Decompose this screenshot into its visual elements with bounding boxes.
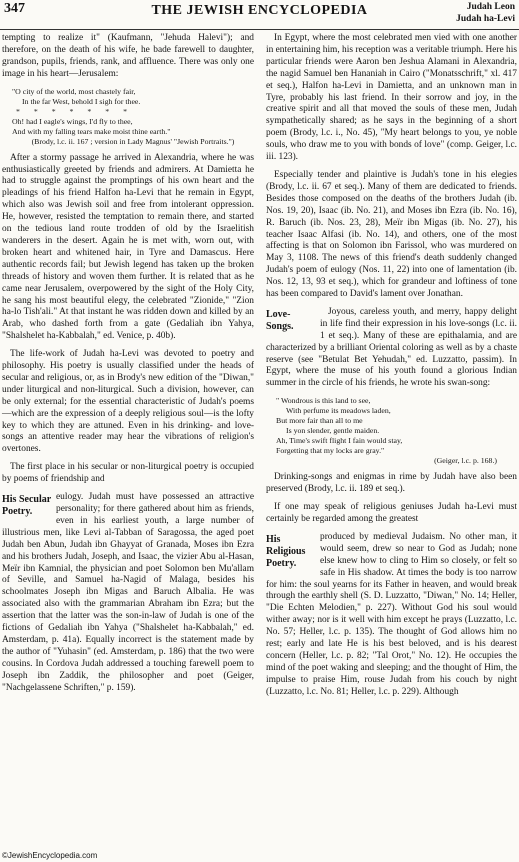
paragraph: Drinking-songs and enigmas in rime by Judah have also been preserved (Brody, l.c. ii. 189 et seq.). <box>266 472 517 495</box>
verse-ellipsis: * * * * * * * <box>16 106 133 116</box>
paragraph: The first place in his secular or non-liturgical poetry is occupied by poems of friendship and <box>2 462 254 485</box>
verse-line: "O city of the world, most chastely fair, <box>12 86 136 96</box>
verse-line: And with my falling tears make moist thine earth." <box>12 126 171 136</box>
verse-line: Is yon slender, gentle maiden. <box>286 426 380 436</box>
running-title: THE JEWISH ENCYCLOPEDIA <box>151 3 368 18</box>
verse-line: Ah, Time's swift flight I fain would stay, <box>276 436 403 446</box>
guide-words <box>456 1 515 25</box>
left-column <box>2 33 254 701</box>
paragraph: Especially tender and plaintive is Judah's tone in his elegies (Brody, l.c. ii. 67 et seq.). Many of them are dedicated to friends. Besides those composed on the deaths of the brothers Judah (ib. Nos. 19, 20), Isaac (ib. No. 21), and Moses ibn Ezra (ib. No. 16), R. Baruch (ib. Nos. 23, 28), Meïr ibn Migas (ib. No. 27), his teacher Isaac Alfasi (ib. No. 14), and others, one of the most affecting is that on Solomon ibn Farissol, who was murdered on May 3, 1108. The news of this friend's death suddenly changed Judah's poem of eulogy (Nos. 11, 22) into one of lamentation (ib. Nos. 12, 13, 93 et seq.), which for grandeur and loftiness of tone has been compared to David's lament over Jonathan. <box>266 169 517 300</box>
verse-line: " Wondrous is this land to see, <box>276 396 371 406</box>
paragraph: If one may speak of religious geniuses Judah ha-Levi must certainly be regarded among the greatest <box>266 502 517 524</box>
side-heading-love-songs: Love-Songs. <box>266 308 294 332</box>
paragraph-text: produced by medieval Judaism. No other man, it would seem, drew so near to God as Judah; none else knew how to cling to Him so closely, or felt so safe in His shadow. At times the body is too narrow for him: the soul yearns for its Father in heaven, and would break through the earthly shell (S. D. Luzzatto, "Diwan," No. 14; Heller, "Die Echten Melodien," p. 227). Without God his soul would wither away; nor is it well with him except he prays (Luzzatto, l.c. No. 57; Heller, l.c. p. 135). The thought of God allows him no rest; early and late He is his best beloved, and is his dearest concern (Heller, l.c. p. 82; "Tal Orot," No. 12). He occupies the mind of the poet waking and sleeping; and the thought of Him, the impulse to praise Him, rouse Judah from his couch by night (Luzzatto, l.c. No. 81; Heller, l.c. p. 229). Although <box>266 531 517 697</box>
verse-line: In the far West, behold I sigh for thee. <box>22 96 141 106</box>
paragraph: After a stormy passage he arrived in Alexandria, where he was enthusiastically greeted by friends and admirers. At Damietta he had to struggle against the promptings of his own heart and the pleadings of his friend Halfon ha-Levi that he remain in Egypt, which also was Jewish soil and free from intolerant oppression. He, however, resisted the temptation to remain there, and started on the tedious land route trodden of old by the Israelitish wanderers in the desert. Again he is met with, worn out, with broken heart and whitened hair, in Tyre and Damascus. Here authentic records fail; but Jewish legend has taken up the broken threads of history and woven them further. It is related that as he came near Jerusalem, overpowered by the sight of the Holy City, he sang his most beautiful elegy, the celebrated "Zionide," "Zion ha-lo Tish'ali." At that instant he was ridden down and killed by an Arab, who dashed forth from a gate (Gedaliah ibn Yahya, "Shalshelet ha-Kabbalah," ed. Venice, p. 40b). <box>2 152 254 342</box>
verse-quote <box>12 87 254 147</box>
paragraph: The life-work of Judah ha-Levi was devoted to poetry and philosophy. His poetry is usually classified under the heads of secular and religious, or, as in Brody's new edition of the "Diwan," under liturgical and non-liturgical. Such a division, however, can be only external; for the essential characteristic of Judah's poems—which are the expression of a deeply religious soul—is the lofty key to which they are attuned. Even in his drinking- and love-songs an attentive reader may hear the vibrations of religion's overtones. <box>2 349 254 455</box>
side-heading-religious-poetry: His Religious Poetry. <box>266 533 306 569</box>
page-number: 347 <box>4 1 25 16</box>
right-column <box>266 33 517 705</box>
page-header <box>0 0 519 32</box>
guide-word-bottom: Judah ha-Levi <box>456 14 515 24</box>
watermark: ©JewishEncyclopedia.com <box>2 851 98 860</box>
verse-line: With perfume its meadows laden, <box>286 406 391 416</box>
verse-citation: (Brody, l.c. ii. 167 ; version in Lady Magnus' "Jewish Portraits.") <box>31 136 235 146</box>
side-heading-secular-poetry: His Secular Poetry. <box>2 494 51 518</box>
guide-word-top: Judah Leon <box>466 2 515 12</box>
verse-citation: (Geiger, l.c. p. 168.) <box>434 456 497 466</box>
verse-line: Oh! had I eagle's wings, I'd fly to thee, <box>12 116 133 126</box>
paragraph <box>2 492 254 694</box>
verse-quote <box>276 396 517 466</box>
paragraph-text: eulogy. Judah must have possessed an attractive personality; for there gathered about him as friends, even in his earliest youth, a large number of illustrious men, like Levi al-Tabban of Saragossa, the aged poet Judah ben Abun, Judah ibn Ghayyat of Granada, Moses ibn Ezra and his brothers Judah, Joseph, and Isaac, the vizier Abu al-Hasan, Meïr ibn Kamnial, the physician and poet Solomon ben Mu'allam of Seville, and Samuel ha-Nagid of Malaga, besides his schoolmates Joseph ibn Migas and Baruch Albalia. He was associated also with the grammarian Abraham ibn Ezra; but the assertion that the latter was the son-in-law of Judah is one of the fictions of Gedaliah ibn Yahya ("Shalshelet ha-Kabbalah," ed. Amsterdam, p. 41a). Equally incorrect is the statement made by the author of "Yuhasin" (ed. Amsterdam, p. 186) that the two were cousins. In Cordova Judah addressed a touching farewell poem to Joseph ibn Zaddik, the philosopher and poet (Geiger, "Nachgelassene Schriften," p. 159). <box>2 492 254 693</box>
paragraph-text: Joyous, careless youth, and merry, happy delight in life find their expression in his love-songs (l.c. ii. 1 et seq.). Many of these are epithalamia, and are characterized by a brilliant Oriental coloring as well as by a chaste reserve (see "Betulat Bet Yehudah," ed. Luzzatto, passim). In Egypt, where the muse of his youth found a glorious Indian summer in the circle of his friends, he wrote his swan-song: <box>266 306 517 389</box>
header-rule <box>0 29 519 30</box>
paragraph <box>266 532 517 699</box>
paragraph <box>266 307 517 390</box>
verse-line: Forgetting that my locks are gray." <box>276 446 385 456</box>
paragraph: tempting to realize it" (Kaufmann, "Jehuda Halevi"); and therefore, on the death of his wife, he bade farewell to daughter, grandson, pupils, friends, rank, and affluence. There was only one image in his heart—Jerusalem: <box>2 33 254 79</box>
verse-line: But more fair than all to me <box>276 416 363 426</box>
paragraph: In Egypt, where the most celebrated men vied with one another in entertaining him, his reception was a veritable triumph. Here his particular friends were Aaron ben Jeshua Alamani in Alexandria, the nagid Samuel ben Hananiah in Cairo ("Monatsschrift," xl. 417 et seq.), Halfon ha-Levi in Damietta, and an unknown man in Tyre, probably his last friend. In their sorrow and joy, in the creative spirit and all that moved the souls of these men, Judah sympathetically shared; as he says in the beginning of a short poem (Brody, l.c. i., No. 45), "My heart belongs to you, ye noble souls, who draw me to you with bonds of love" (comp. Geiger, l.c. iii. 123). <box>266 33 517 163</box>
